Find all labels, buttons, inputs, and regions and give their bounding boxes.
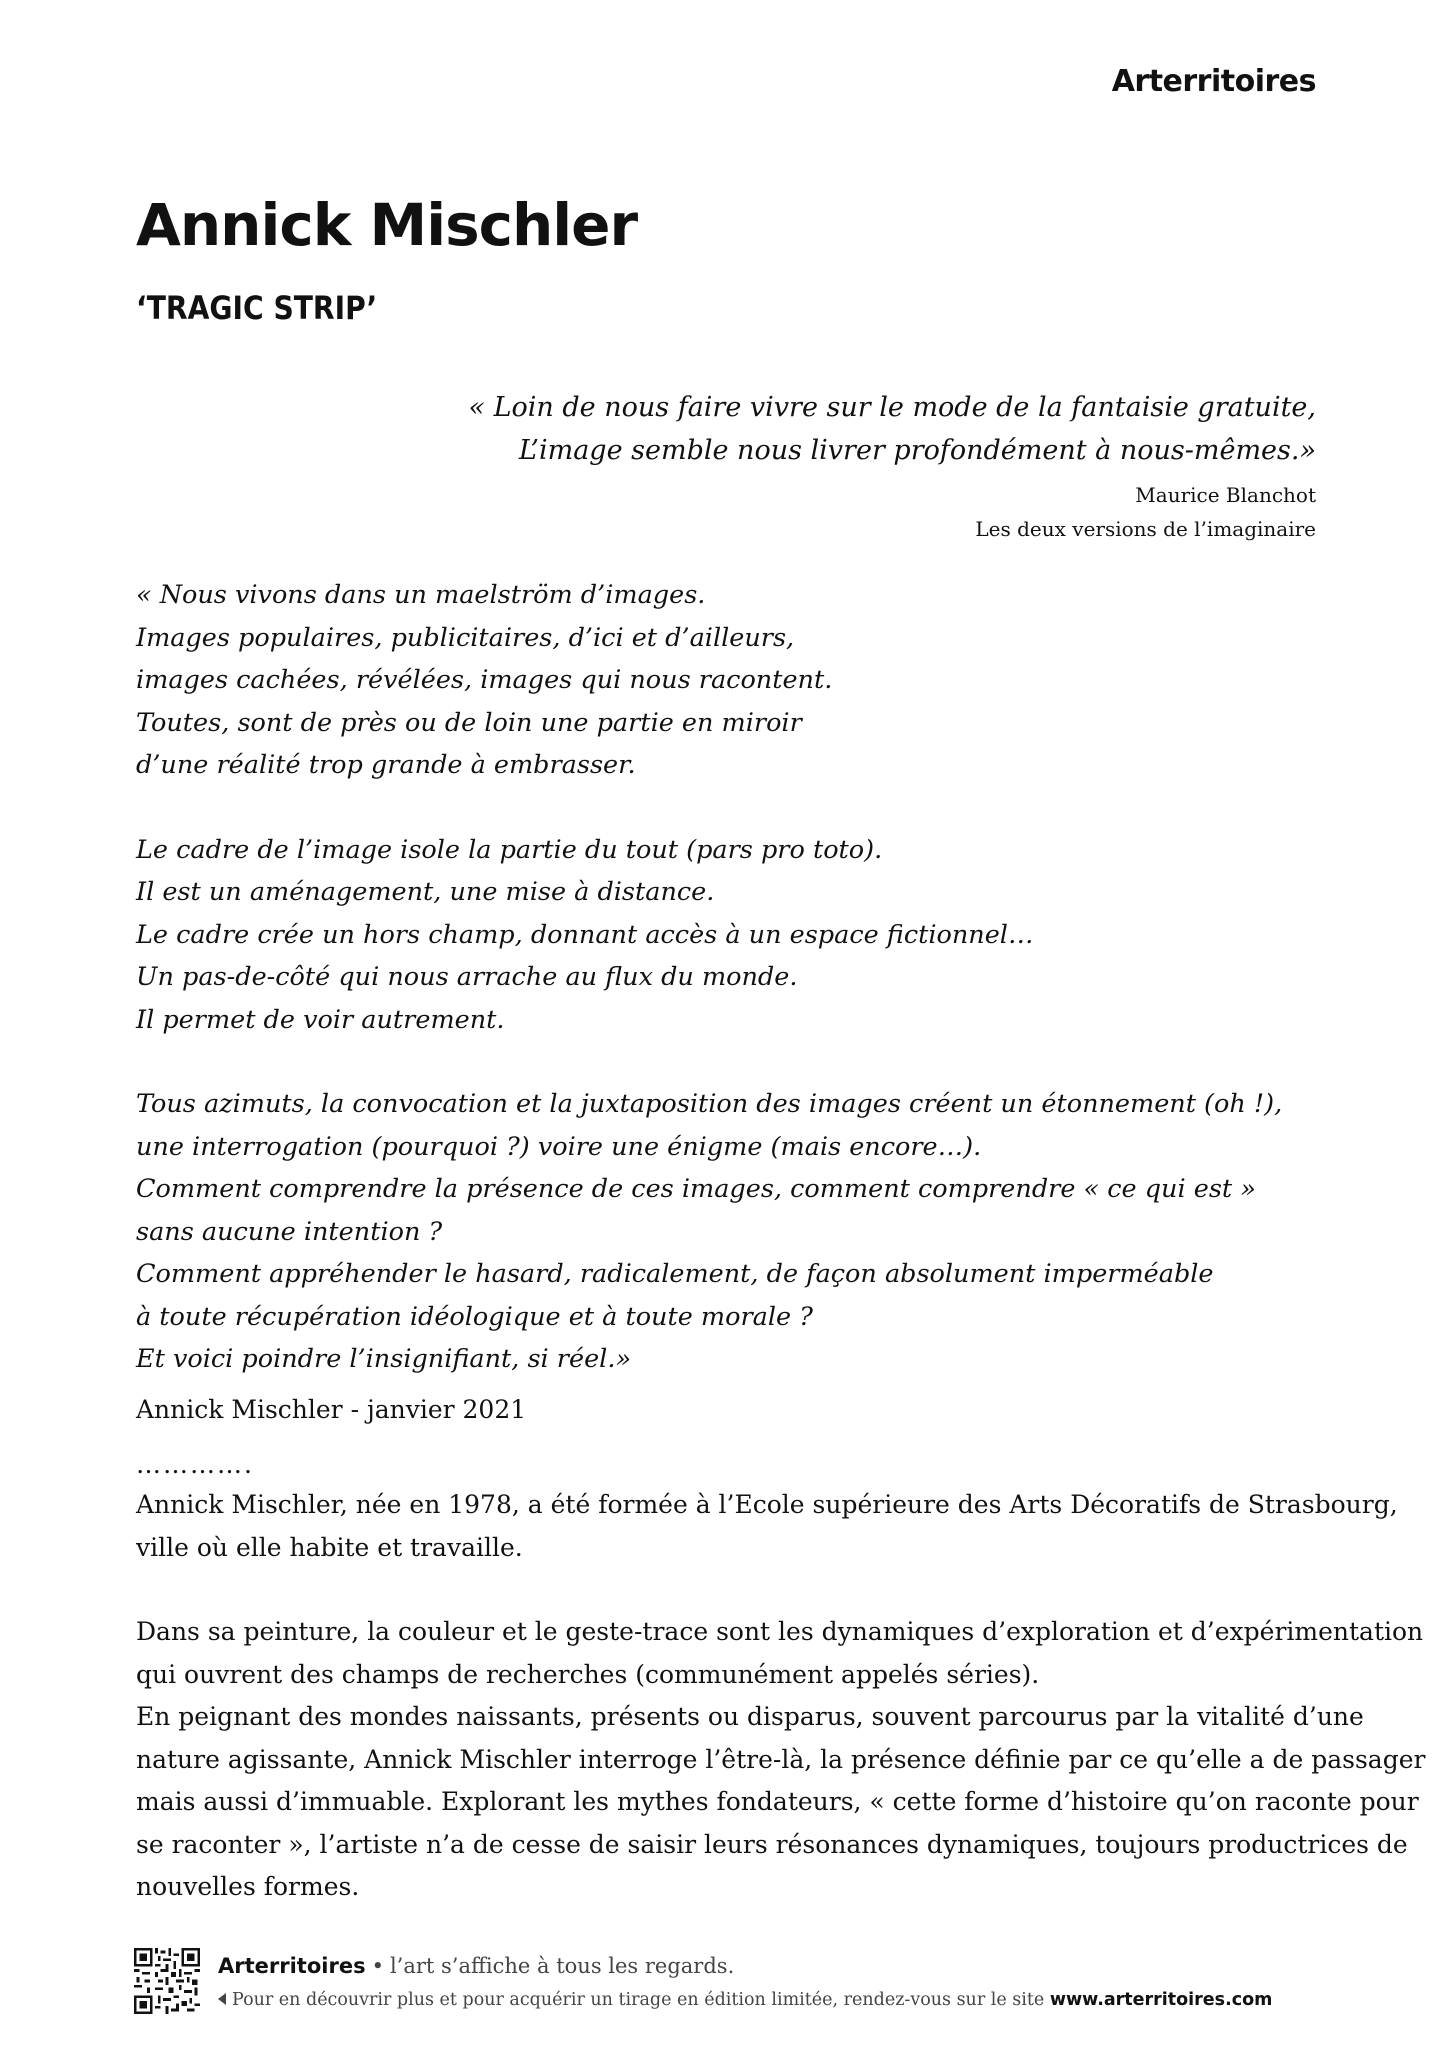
footer-tagline [218,1954,734,1978]
qr-code-icon[interactable] [134,1948,200,2014]
series-title: ‘TRAGIC STRIP’ [136,289,378,327]
footer-cta [218,1990,1272,2010]
bio-line: nouvelles formes. [136,1872,360,1901]
statement-line: Et voici poindre l’insignifiant, si réel.» [136,1344,632,1374]
statement-line: sans aucune intention ? [136,1216,443,1247]
bio-line: qui ouvrent des champs de recherches (communément appelés séries). [136,1659,1040,1689]
artist-statement [136,574,1326,1423]
statement-signature: Annick Mischler - janvier 2021 [136,1395,527,1424]
bio-paragraph [136,1484,1398,1569]
artist-name: Annick Mischler [136,191,638,259]
statement-line: Un pas-de-côté qui nous arrache au flux du monde. [136,962,798,992]
statement-line: une interrogation (pourquoi ?) voire une énigme (mais encore…). [136,1131,982,1162]
triangle-left-icon [218,1993,226,2005]
bio-line: Annick Mischler, née en 1978, a été formée à l’Ecole supérieure des Arts Décoratifs de Strasbourg, [136,1490,1398,1519]
statement-line: Toutes, sont de près ou de loin une partie en miroir [136,707,802,738]
statement-stanza [136,574,1326,787]
epigraph-line: « Loin de nous faire vivre sur le mode de la fantaisie gratuite, [468,392,1316,423]
epigraph-line: L’image semble nous livrer profondément à nous-mêmes.» [518,435,1316,466]
epigraph-source: Les deux versions de l’imaginaire [975,517,1316,541]
artist-biography [136,1484,1426,1951]
statement-line: Le cadre de l’image isole la partie du tout (pars pro toto). [136,834,883,865]
bio-paragraph [136,1611,1426,1909]
section-separator: …………. [136,1450,254,1479]
footer-brand: Arterritoires [218,1954,366,1978]
statement-line: d’une réalité trop grande à embrasser. [136,750,636,780]
statement-line: Comment comprendre la présence de ces images, comment comprendre « ce qui est » [136,1174,1256,1204]
bio-line: Dans sa peinture, la couleur et le geste-trace sont les dynamiques d’exploration et d’expérimentation [136,1617,1424,1646]
statement-line: « Nous vivons dans un maelström d’images. [136,580,706,610]
statement-line: images cachées, révélées, images qui nous racontent. [136,665,833,695]
statement-stanza [136,1083,1326,1381]
epigraph-attribution [975,478,1316,546]
bio-line: mais aussi d’immuable. Explorant les mythes fondateurs, « cette forme d’histoire qu’on raconte pour [136,1787,1419,1816]
footer-tagline-text: l’art s’affiche à tous les regards. [389,1954,735,1978]
epigraph-quote [469,386,1317,472]
bio-line: En peignant des mondes naissants, présents ou disparus, souvent parcourus par la vitalité d’une [136,1702,1364,1731]
bullet-separator: • [371,1954,384,1978]
statement-stanza [136,829,1326,1042]
bio-line: nature agissante, Annick Mischler interroge l’être-là, la présence définie par ce qu’elle a de passager [136,1744,1426,1774]
statement-line: Il permet de voir autrement. [136,1004,505,1035]
website-link[interactable]: www.arterritoires.com [1049,1990,1273,2010]
bio-line: ville où elle habite et travaille. [136,1532,523,1562]
statement-line: Images populaires, publicitaires, d’ici et d’ailleurs, [136,622,795,653]
statement-line: Comment appréhender le hasard, radicalement, de façon absolument imperméable [136,1259,1214,1289]
footer-cta-text: Pour en découvrir plus et pour acquérir un tirage en édition limitée, rendez-vous sur le site [232,1990,1045,2010]
statement-line: à toute récupération idéologique et à toute morale ? [136,1301,813,1332]
statement-line: Tous azimuts, la convocation et la juxtaposition des images créent un étonnement (oh !), [136,1089,1283,1119]
epigraph-author: Maurice Blanchot [1135,483,1316,507]
statement-line: Il est un aménagement, une mise à distance. [136,877,715,907]
statement-line: Le cadre crée un hors champ, donnant accès à un espace fictionnel… [136,919,1034,950]
bio-line: se raconter », l’artiste n’a de cesse de saisir leurs résonances dynamiques, toujours productrices de [136,1829,1408,1859]
brand-logo: Arterritoires [1111,64,1316,99]
